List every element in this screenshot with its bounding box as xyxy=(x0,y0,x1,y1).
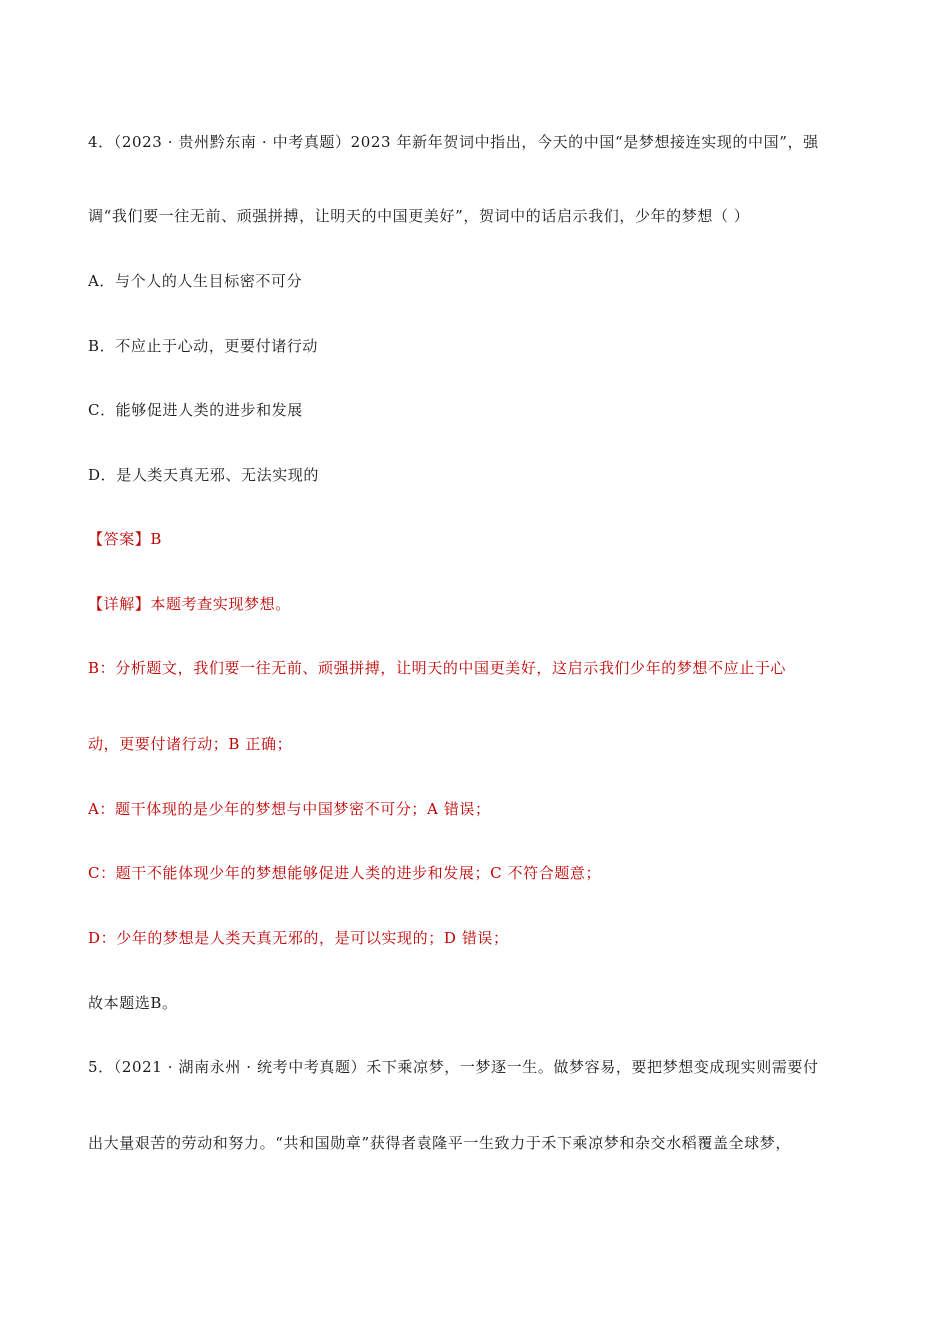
q5-stem-line1: 5．（2021 · 湖南永州 · 统考中考真题）禾下乘凉梦，一梦逐一生。做梦容易，要把梦想变成现实则需要付 xyxy=(88,1058,819,1076)
q4-answer xyxy=(88,529,162,549)
answer-value: B xyxy=(150,530,163,548)
q4-option-a: A．与个人的人生目标密不可分 xyxy=(88,272,303,290)
q4-detail xyxy=(88,594,291,614)
detail-tag: 【详解】 xyxy=(88,595,151,613)
q4-conclusion: 故本题选B。 xyxy=(88,994,178,1012)
q4-stem-line1: 4．（2023 · 贵州黔东南 · 中考真题）2023 年新年贺词中指出，今天的中国“是梦想接连实现的中国”，强 xyxy=(88,133,819,151)
analysis-b-line1: B：分析题文，我们要一往无前、顽强拼搏，让明天的中国更美好，这启示我们少年的梦想不应止于心 xyxy=(88,659,787,677)
analysis-c: C：题干不能体现少年的梦想能够促进人类的进步和发展；C 不符合题意； xyxy=(88,864,602,882)
q4-stem-line2: 调“我们要一往无前、顽强拼搏，让明天的中国更美好”，贺词中的话启示我们，少年的梦想（ ） xyxy=(88,207,750,225)
answer-tag: 【答案】 xyxy=(88,530,151,548)
q4-option-b: B．不应止于心动，更要付诸行动 xyxy=(88,337,319,355)
analysis-b-line2: 动，更要付诸行动；B 正确； xyxy=(88,735,293,753)
analysis-a: A：题干体现的是少年的梦想与中国梦密不可分；A 错误； xyxy=(88,800,491,818)
q5-stem-line2: 出大量艰苦的劳动和努力。“共和国勋章”获得者袁隆平一生致力于禾下乘凉梦和杂交水稻覆盖全球梦， xyxy=(88,1134,791,1152)
detail-text: 本题考查实现梦想。 xyxy=(150,595,291,613)
q4-option-c: C．能够促进人类的进步和发展 xyxy=(88,401,303,419)
q4-option-d: D．是人类天真无邪、无法实现的 xyxy=(88,466,320,484)
analysis-d: D：少年的梦想是人类天真无邪的，是可以实现的；D 错误； xyxy=(88,929,509,947)
